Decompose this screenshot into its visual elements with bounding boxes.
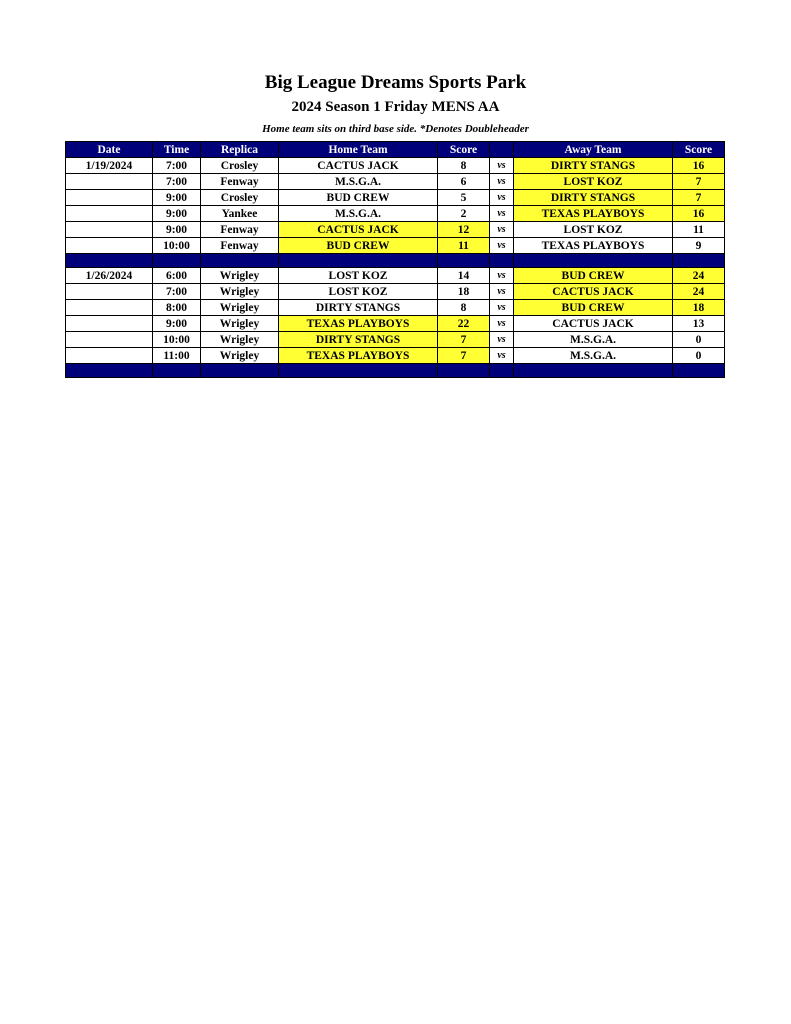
away-team: BUD CREW <box>514 268 673 284</box>
schedule-note: Home team sits on third base side. *Denotes Doubleheader <box>262 123 529 135</box>
game-date-empty <box>66 174 153 190</box>
away-score: 11 <box>673 222 725 238</box>
away-score: 0 <box>673 332 725 348</box>
game-date-empty <box>66 300 153 316</box>
away-team: LOST KOZ <box>514 174 673 190</box>
game-date-empty <box>66 348 153 364</box>
game-time: 10:00 <box>153 332 201 348</box>
game-time: 7:00 <box>153 174 201 190</box>
home-score: 7 <box>438 348 490 364</box>
home-score: 8 <box>438 300 490 316</box>
game-date-empty <box>66 332 153 348</box>
home-team: TEXAS PLAYBOYS <box>279 316 438 332</box>
table-row <box>66 300 725 316</box>
game-time: 9:00 <box>153 222 201 238</box>
separator-cell <box>514 364 673 378</box>
game-time: 8:00 <box>153 300 201 316</box>
vs-label: vs <box>490 174 514 190</box>
home-score: 7 <box>438 332 490 348</box>
away-team: BUD CREW <box>514 300 673 316</box>
col-home-score: Score <box>438 142 490 158</box>
away-team: TEXAS PLAYBOYS <box>514 206 673 222</box>
game-time: 7:00 <box>153 158 201 174</box>
home-team: DIRTY STANGS <box>279 332 438 348</box>
vs-label: vs <box>490 158 514 174</box>
table-row <box>66 190 725 206</box>
game-replica: Fenway <box>201 238 279 254</box>
home-score: 8 <box>438 158 490 174</box>
game-time: 11:00 <box>153 348 201 364</box>
home-score: 18 <box>438 284 490 300</box>
game-replica: Yankee <box>201 206 279 222</box>
game-replica: Crosley <box>201 190 279 206</box>
away-score: 9 <box>673 238 725 254</box>
game-replica: Wrigley <box>201 332 279 348</box>
separator-row <box>66 254 725 268</box>
separator-cell <box>438 254 490 268</box>
table-row <box>66 316 725 332</box>
away-score: 16 <box>673 158 725 174</box>
game-time: 10:00 <box>153 238 201 254</box>
away-score: 7 <box>673 174 725 190</box>
game-date-empty <box>66 222 153 238</box>
away-score: 0 <box>673 348 725 364</box>
home-team: LOST KOZ <box>279 284 438 300</box>
separator-cell <box>514 254 673 268</box>
away-team: CACTUS JACK <box>514 316 673 332</box>
home-team: BUD CREW <box>279 190 438 206</box>
home-score: 14 <box>438 268 490 284</box>
vs-label: vs <box>490 316 514 332</box>
game-replica: Wrigley <box>201 348 279 364</box>
table-row <box>66 174 725 190</box>
game-date: 1/26/2024 <box>66 268 153 284</box>
home-team: M.S.G.A. <box>279 174 438 190</box>
separator-cell <box>438 364 490 378</box>
separator-cell <box>490 364 514 378</box>
away-team: M.S.G.A. <box>514 348 673 364</box>
page-title: Big League Dreams Sports Park <box>264 72 527 93</box>
game-date: 1/19/2024 <box>66 158 153 174</box>
home-team: BUD CREW <box>279 238 438 254</box>
game-date-empty <box>66 284 153 300</box>
home-team: M.S.G.A. <box>279 206 438 222</box>
vs-label: vs <box>490 222 514 238</box>
away-team: DIRTY STANGS <box>514 190 673 206</box>
home-score: 11 <box>438 238 490 254</box>
game-replica: Crosley <box>201 158 279 174</box>
vs-label: vs <box>490 284 514 300</box>
separator-cell <box>66 254 153 268</box>
vs-label: vs <box>490 190 514 206</box>
table-row <box>66 284 725 300</box>
home-team: CACTUS JACK <box>279 158 438 174</box>
separator-cell <box>490 254 514 268</box>
game-time: 7:00 <box>153 284 201 300</box>
away-team: CACTUS JACK <box>514 284 673 300</box>
col-away-team: Away Team <box>514 142 673 158</box>
home-team: CACTUS JACK <box>279 222 438 238</box>
schedule-table <box>65 141 725 378</box>
vs-label: vs <box>490 348 514 364</box>
table-row <box>66 348 725 364</box>
game-replica: Wrigley <box>201 300 279 316</box>
game-replica: Fenway <box>201 174 279 190</box>
separator-cell <box>279 364 438 378</box>
game-time: 9:00 <box>153 190 201 206</box>
vs-label: vs <box>490 206 514 222</box>
separator-cell <box>279 254 438 268</box>
vs-label: vs <box>490 238 514 254</box>
col-vs <box>490 142 514 158</box>
away-score: 16 <box>673 206 725 222</box>
home-team: TEXAS PLAYBOYS <box>279 348 438 364</box>
col-home-team: Home Team <box>279 142 438 158</box>
table-row <box>66 332 725 348</box>
game-date-empty <box>66 206 153 222</box>
home-score: 22 <box>438 316 490 332</box>
away-team: LOST KOZ <box>514 222 673 238</box>
game-date-empty <box>66 190 153 206</box>
header-row <box>66 142 725 158</box>
away-score: 24 <box>673 268 725 284</box>
separator-cell <box>201 254 279 268</box>
away-score: 18 <box>673 300 725 316</box>
game-time: 9:00 <box>153 206 201 222</box>
game-time: 9:00 <box>153 316 201 332</box>
separator-cell <box>673 364 725 378</box>
home-team: LOST KOZ <box>279 268 438 284</box>
table-row <box>66 158 725 174</box>
separator-cell <box>153 254 201 268</box>
away-team: TEXAS PLAYBOYS <box>514 238 673 254</box>
away-score: 7 <box>673 190 725 206</box>
home-score: 6 <box>438 174 490 190</box>
separator-cell <box>66 364 153 378</box>
table-row <box>66 222 725 238</box>
vs-label: vs <box>490 300 514 316</box>
game-replica: Wrigley <box>201 284 279 300</box>
game-replica: Wrigley <box>201 268 279 284</box>
game-date-empty <box>66 316 153 332</box>
home-team: DIRTY STANGS <box>279 300 438 316</box>
page-subtitle: 2024 Season 1 Friday MENS AA <box>291 99 500 115</box>
separator-cell <box>201 364 279 378</box>
separator-row <box>66 364 725 378</box>
home-score: 5 <box>438 190 490 206</box>
col-time: Time <box>153 142 201 158</box>
separator-cell <box>673 254 725 268</box>
col-date: Date <box>66 142 153 158</box>
vs-label: vs <box>490 268 514 284</box>
away-team: M.S.G.A. <box>514 332 673 348</box>
table-row <box>66 238 725 254</box>
game-replica: Wrigley <box>201 316 279 332</box>
away-team: DIRTY STANGS <box>514 158 673 174</box>
away-score: 24 <box>673 284 725 300</box>
game-time: 6:00 <box>153 268 201 284</box>
table-row <box>66 268 725 284</box>
home-score: 2 <box>438 206 490 222</box>
col-away-score: Score <box>673 142 725 158</box>
separator-cell <box>153 364 201 378</box>
away-score: 13 <box>673 316 725 332</box>
vs-label: vs <box>490 332 514 348</box>
game-replica: Fenway <box>201 222 279 238</box>
table-row <box>66 206 725 222</box>
game-date-empty <box>66 238 153 254</box>
home-score: 12 <box>438 222 490 238</box>
col-replica: Replica <box>201 142 279 158</box>
